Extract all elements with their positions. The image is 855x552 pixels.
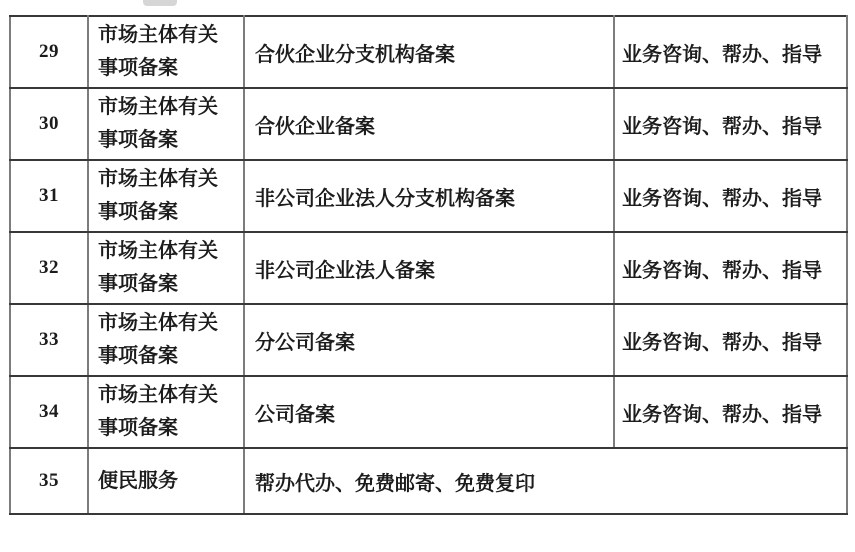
item-name-cell: 帮办代办、免费邮寄、免费复印 (244, 448, 847, 514)
item-name-cell: 公司备案 (244, 376, 614, 448)
service-type-cell: 业务咨询、帮办、指导 (614, 160, 847, 232)
service-type-cell: 业务咨询、帮办、指导 (614, 304, 847, 376)
table-row (10, 304, 847, 376)
table-row (10, 232, 847, 304)
row-number-cell: 30 (10, 88, 88, 160)
category-cell: 市场主体有关事项备案 (88, 304, 244, 376)
service-type-cell: 业务咨询、帮办、指导 (614, 232, 847, 304)
row-number-cell: 29 (10, 16, 88, 88)
table-row (10, 88, 847, 160)
item-name-cell: 非公司企业法人备案 (244, 232, 614, 304)
category-cell: 市场主体有关事项备案 (88, 232, 244, 304)
service-type-cell: 业务咨询、帮办、指导 (614, 376, 847, 448)
item-name-cell: 分公司备案 (244, 304, 614, 376)
category-cell: 便民服务 (88, 448, 244, 514)
service-type-cell: 业务咨询、帮办、指导 (614, 16, 847, 88)
row-number-cell: 34 (10, 376, 88, 448)
table-row (10, 16, 847, 88)
row-number-cell: 31 (10, 160, 88, 232)
item-name-cell: 合伙企业备案 (244, 88, 614, 160)
item-name-cell: 合伙企业分支机构备案 (244, 16, 614, 88)
scan-artifact-smudge (143, 0, 177, 6)
service-type-cell: 业务咨询、帮办、指导 (614, 88, 847, 160)
table-body (10, 16, 847, 514)
table-row (10, 376, 847, 448)
category-cell: 市场主体有关事项备案 (88, 376, 244, 448)
category-cell: 市场主体有关事项备案 (88, 160, 244, 232)
item-name-cell: 非公司企业法人分支机构备案 (244, 160, 614, 232)
row-number-cell: 35 (10, 448, 88, 514)
table-row (10, 160, 847, 232)
service-items-table (9, 15, 848, 515)
table-row (10, 448, 847, 514)
category-cell: 市场主体有关事项备案 (88, 88, 244, 160)
row-number-cell: 33 (10, 304, 88, 376)
category-cell: 市场主体有关事项备案 (88, 16, 244, 88)
row-number-cell: 32 (10, 232, 88, 304)
